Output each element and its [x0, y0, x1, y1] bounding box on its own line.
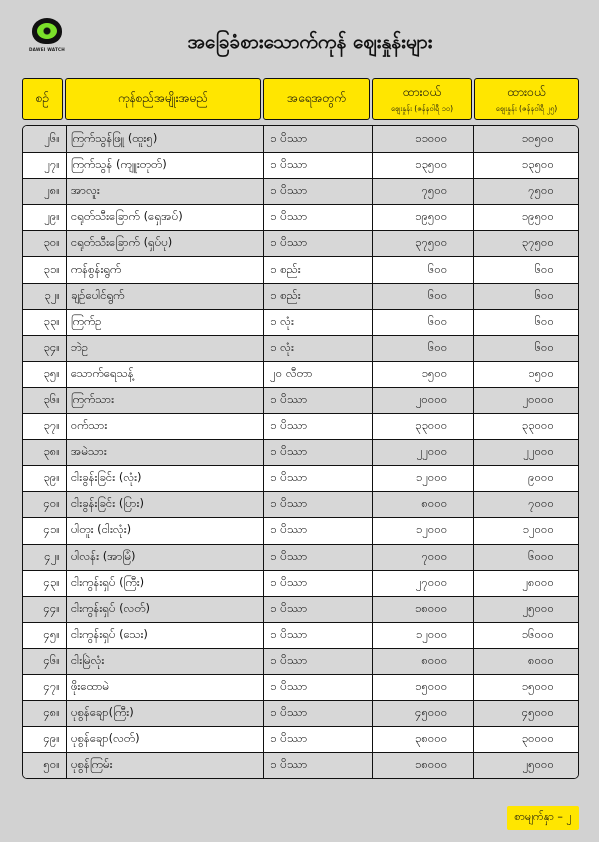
price-jan-10: ၁၂၀၀၀ — [372, 518, 474, 543]
price-jan-10: ၃၃၀၀၀ — [372, 414, 474, 439]
table-row — [23, 413, 578, 439]
table-row — [23, 465, 578, 491]
row-number: ၄၆။ — [43, 652, 60, 667]
item-unit: ၁ ပိဿာ — [263, 545, 372, 570]
item-name: ငါးကွန်းရှပ် (သေး) — [66, 623, 263, 648]
item-unit: ၁ စည်း — [263, 284, 372, 309]
item-name: ကြက်သား — [66, 388, 263, 413]
price-jan-10: ၆၀၀ — [372, 284, 474, 309]
price-jan-25: ၆၀၀၀ — [473, 545, 578, 570]
item-unit: ၁ ပိဿာ — [263, 153, 372, 178]
table-row — [23, 152, 578, 178]
item-name: ဘဲဥ — [66, 336, 263, 361]
item-unit: ၁ ပိဿာ — [263, 466, 372, 491]
header-name — [65, 78, 261, 120]
dawei-watch-logo — [22, 18, 72, 64]
price-jan-25: ၁၆၀၀၀ — [473, 623, 578, 648]
item-name: ပါတူး (ငါးလုံး) — [66, 518, 263, 543]
item-name: ငရုတ်သီးခြောက် (ရှေအပ်) — [66, 205, 263, 230]
price-jan-25: ၇၀၀၀ — [473, 492, 578, 517]
price-jan-10: ၁၅၀၀ — [372, 362, 474, 387]
price-jan-10: ၆၀၀ — [372, 310, 474, 335]
price-jan-25: ၄၅၀၀၀ — [473, 701, 578, 726]
price-jan-10: ၈၀၀၀ — [372, 492, 474, 517]
price-jan-25: ၆၀၀ — [473, 284, 578, 309]
item-name: ကန်စွန်းရွက် — [66, 257, 263, 282]
price-jan-10: ၇၀၀၀ — [372, 545, 474, 570]
item-unit: ၁ ပိဿာ — [263, 675, 372, 700]
table-row — [23, 204, 578, 230]
row-number: ၃၂။ — [44, 287, 60, 302]
item-unit: ၁ ပိဿာ — [263, 623, 372, 648]
price-jan-25: ၆၀၀ — [473, 257, 578, 282]
page-number-tag: စာမျက်နှာ – ၂ — [507, 806, 579, 830]
item-name: ကြက်သွန် (ကျူးတုတ်) — [66, 153, 263, 178]
row-number: ၄၈။ — [43, 705, 60, 720]
item-unit: ၁ ပိဿာ — [263, 414, 372, 439]
item-name: ငါးခွန်းခြင်း (လုံး) — [66, 466, 263, 491]
row-number: ၅၀။ — [43, 757, 60, 772]
logo-text: DAWEI WATCH — [28, 47, 65, 52]
price-jan-10: ၄၅၀၀၀ — [372, 701, 474, 726]
price-jan-25: ၂၀၀၀၀ — [473, 388, 578, 413]
row-number: ၃၁။ — [43, 261, 60, 276]
price-jan-10: ၆၀၀ — [372, 336, 474, 361]
item-unit: ၁ ပိဿာ — [263, 727, 372, 752]
header-price-1 — [372, 78, 472, 120]
table-row — [23, 570, 578, 596]
row-number: ၃၉။ — [43, 470, 60, 485]
item-unit: ၂၀ လီတာ — [263, 362, 372, 387]
item-name: ပုစွန်ကြမ်း — [66, 753, 263, 778]
price-jan-25: ၁၅၀၀ — [473, 362, 578, 387]
price-jan-25: ၆၀၀ — [473, 336, 578, 361]
row-number: ၃၄။ — [43, 339, 60, 354]
row-number: ၃၈။ — [43, 444, 60, 459]
item-unit: ၁ လုံး — [263, 310, 372, 335]
price-jan-10: ၆၀၀ — [372, 257, 474, 282]
table-row — [23, 309, 578, 335]
item-unit: ၁ လုံး — [263, 336, 372, 361]
item-name: ငါးခွန်းခြင်း (ပြား) — [66, 492, 263, 517]
table-row — [23, 622, 578, 648]
price-jan-25: ၂၂၀၀၀ — [473, 440, 578, 465]
table-row — [23, 596, 578, 622]
header-name-label: ကုန်စည်အမျိုးအမည် — [117, 91, 209, 105]
price-jan-25: ၃၀၀၀၀ — [473, 727, 578, 752]
row-number: ၄၄။ — [43, 600, 60, 615]
row-number: ၂၆။ — [44, 130, 60, 145]
price-jan-25: ၃၇၅၀၀ — [473, 231, 578, 256]
price-jan-10: ၁၃၅၀၀ — [372, 153, 474, 178]
row-number: ၄၀။ — [43, 496, 60, 511]
header-no-label: စဉ် — [35, 91, 50, 105]
price-jan-10: ၂၂၀၀၀ — [372, 440, 474, 465]
item-unit: ၁ ပိဿာ — [263, 649, 372, 674]
price-jan-10: ၁၅၀၀၀ — [372, 675, 474, 700]
price-jan-25: ၆၀၀ — [473, 310, 578, 335]
header-price-2-label: ထား၀ယ် — [507, 84, 546, 99]
item-name: ငရုတ်သီးခြောက် (ရှပ်ပု) — [66, 231, 263, 256]
item-unit: ၁ စည်း — [263, 257, 372, 282]
price-jan-10: ၇၅၀၀ — [372, 179, 474, 204]
item-name: အာလူး — [66, 179, 263, 204]
header-unit — [263, 78, 370, 120]
header-unit-label: အရေအတွက် — [287, 91, 346, 105]
item-name: ငါးမြဲလုံး — [66, 649, 263, 674]
item-name: ကြက်သွန်ဖြူ (ထူး၅) — [66, 126, 263, 152]
item-name: ချဉ်ပေါင်ရွက် — [66, 284, 263, 309]
price-jan-25: ၁၀၅၀၀ — [473, 126, 578, 152]
price-jan-25: ၂၈၀၀၀ — [473, 571, 578, 596]
row-number: ၃၆။ — [43, 391, 60, 406]
price-jan-10: ၂၀၀၀၀ — [372, 388, 474, 413]
row-number: ၃၀။ — [43, 235, 60, 250]
row-number: ၄၅။ — [43, 626, 60, 641]
price-jan-25: ၇၅၀၀ — [473, 179, 578, 204]
table-row — [23, 387, 578, 413]
row-number: ၂၉။ — [44, 209, 60, 224]
item-unit: ၁ ပိဿာ — [263, 126, 372, 152]
price-jan-10: ၁၈၀၀၀ — [372, 597, 474, 622]
price-table — [22, 125, 579, 779]
header-price-1-label: ထား၀ယ် — [403, 84, 441, 99]
item-unit: ၁ ပိဿာ — [263, 518, 372, 543]
item-unit: ၁ ပိဿာ — [263, 205, 372, 230]
table-row — [23, 178, 578, 204]
row-number: ၃၃။ — [43, 313, 60, 328]
price-jan-25: ၁၃၅၀၀ — [473, 153, 578, 178]
price-jan-10: ၁၂၀၀၀ — [372, 466, 474, 491]
table-row — [23, 517, 578, 543]
table-row — [23, 256, 578, 282]
table-row — [23, 230, 578, 256]
item-unit: ၁ ပိဿာ — [263, 571, 372, 596]
item-name: ကြက်ဥ — [66, 310, 263, 335]
item-name: ပုစွန်ချော(ကြီး) — [66, 701, 263, 726]
table-row — [23, 126, 578, 152]
table-row — [23, 335, 578, 361]
table-row — [23, 674, 578, 700]
table-row — [23, 439, 578, 465]
price-jan-10: ၂၇၀၀၀ — [372, 571, 474, 596]
table-row — [23, 283, 578, 309]
row-number: ၃၅။ — [43, 365, 60, 380]
header-price-2-sub: ဈေးနှုန်း (ဇန်န၀ါရီ ၂၅) — [495, 103, 558, 113]
table-row — [23, 544, 578, 570]
price-jan-10: ၁၉၅၀၀ — [372, 205, 474, 230]
item-unit: ၁ ပိဿာ — [263, 231, 372, 256]
price-jan-10: ၈၀၀၀ — [372, 649, 474, 674]
price-jan-25: ၁၂၀၀၀ — [473, 518, 578, 543]
table-row — [23, 700, 578, 726]
row-number: ၂၇။ — [44, 157, 60, 172]
item-name: ငါးကွန်းရှပ် (ကြီး) — [66, 571, 263, 596]
item-name: အမဲသား — [66, 440, 263, 465]
item-name: ပုစွန်ချော(လတ်) — [66, 727, 263, 752]
price-jan-25: ၉၀၀၀ — [473, 466, 578, 491]
header-price-1-sub: ဈေးနှုန်း (ဇန်န၀ါရီ ၁၀) — [390, 103, 454, 113]
page-title: အခြေခံစားသောက်ကုန် ဈေးနှုန်းများ — [187, 31, 433, 53]
table-header — [22, 78, 579, 120]
row-number: ၄၃။ — [43, 574, 60, 589]
item-unit: ၁ ပိဿာ — [263, 753, 372, 778]
item-name: ပါလန်း (အာမြံ) — [66, 545, 263, 570]
row-number: ၄၁။ — [43, 522, 60, 537]
row-number: ၃၇။ — [43, 418, 60, 433]
row-number: ၄၉။ — [43, 731, 60, 746]
row-number: ၂၈။ — [44, 183, 60, 198]
table-row — [23, 648, 578, 674]
item-unit: ၁ ပိဿာ — [263, 440, 372, 465]
price-jan-25: ၁၅၀၀၀ — [473, 675, 578, 700]
price-jan-25: ၂၅၀၀၀ — [473, 597, 578, 622]
item-name: ဖိုးထောမဲ — [66, 675, 263, 700]
table-row — [23, 361, 578, 387]
price-jan-25: ၁၉၅၀၀ — [473, 205, 578, 230]
row-number: ၄၂။ — [44, 548, 60, 563]
price-jan-10: ၁၁၀၀၀ — [372, 126, 474, 152]
table-row — [23, 491, 578, 517]
price-jan-10: ၁၈၀၀၀ — [372, 753, 474, 778]
price-jan-10: ၃၇၅၀၀ — [372, 231, 474, 256]
header-no — [22, 78, 63, 120]
header-price-2 — [474, 78, 579, 120]
table-row — [23, 752, 578, 778]
item-name: သောက်ရေသန့် — [66, 362, 263, 387]
eye-logo-icon — [32, 18, 62, 44]
item-unit: ၁ ပိဿာ — [263, 179, 372, 204]
table-row — [23, 726, 578, 752]
item-unit: ၁ ပိဿာ — [263, 597, 372, 622]
item-name: ငါးကွန်းရှပ် (လတ်) — [66, 597, 263, 622]
price-jan-25: ၂၅၀၀၀ — [473, 753, 578, 778]
item-name: ဝက်သား — [66, 414, 263, 439]
price-jan-10: ၃၈၀၀၀ — [372, 727, 474, 752]
price-jan-10: ၁၂၀၀၀ — [372, 623, 474, 648]
price-jan-25: ၈၀၀၀ — [473, 649, 578, 674]
item-unit: ၁ ပိဿာ — [263, 388, 372, 413]
price-jan-25: ၃၃၀၀၀ — [473, 414, 578, 439]
item-unit: ၁ ပိဿာ — [263, 492, 372, 517]
row-number: ၄၇။ — [43, 679, 60, 694]
item-unit: ၁ ပိဿာ — [263, 701, 372, 726]
